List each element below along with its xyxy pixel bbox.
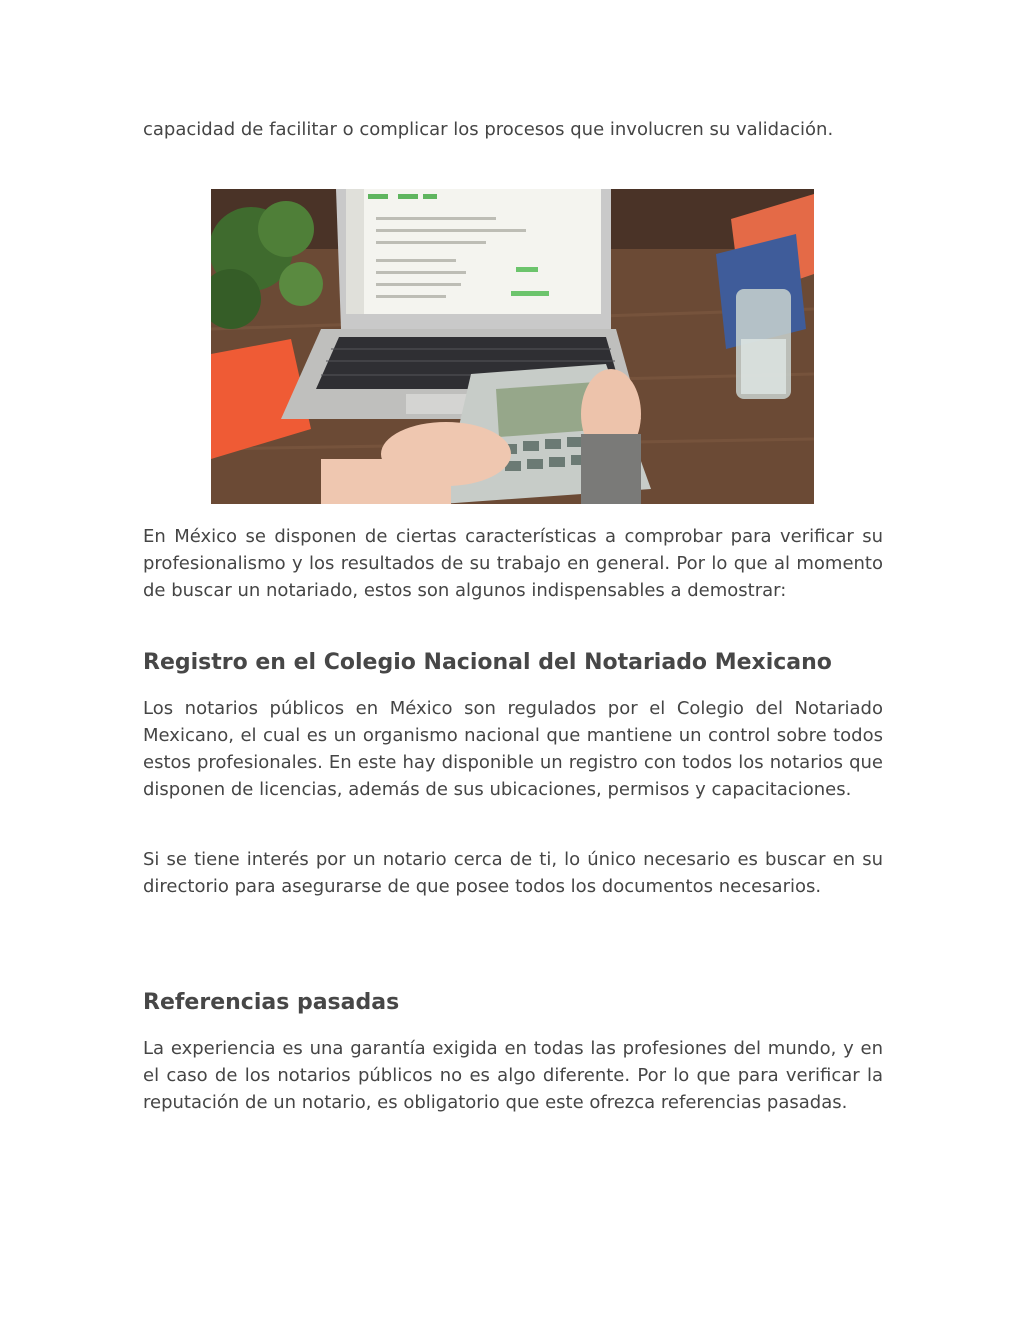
laptop-calculator-photo <box>211 189 814 504</box>
mexico-paragraph-block <box>143 523 883 604</box>
paragraph-registro-1: Los notarios públicos en México son regulados por el Colegio del Notariado Mexicano, el cual es un organismo nacional que mantiene un control sobre todos estos profesionales. En este hay disponible un registro con todos los notarios que disponen de licencias, además de sus ubicaciones, permisos y capacitaciones. <box>143 698 883 800</box>
paragraph-referencias-1: La experiencia es una garantía exigida en todas las profesiones del mundo, y en el caso de los notarios públicos no es algo diferente. Por lo que para verificar la reputación de un notario, es obligatorio que este ofrezca referencias pasadas. <box>143 1038 883 1113</box>
paragraph-registro-2: Si se tiene interés por un notario cerca de ti, lo único necesario es buscar en su directorio para asegurarse de que posee todos los documentos necesarios. <box>143 849 883 897</box>
heading-referencias: Referencias pasadas <box>143 990 400 1015</box>
heading-registro: Registro en el Colegio Nacional del Notariado Mexicano <box>143 650 832 675</box>
paragraph-intro-tail: capacidad de facilitar o complicar los procesos que involucren su validación. <box>143 119 834 140</box>
registro-paragraph-1-block <box>143 695 883 803</box>
paragraph-mexico: En México se disponen de ciertas características a comprobar para verificar su profesionalismo y los resultados de su trabajo en general. Por lo que al momento de buscar un notariado, estos son algunos indispensables a demostrar: <box>143 526 883 601</box>
registro-paragraph-2-block <box>143 846 883 900</box>
referencias-section <box>143 989 883 1017</box>
registro-section <box>143 649 883 677</box>
referencias-paragraph-block <box>143 1035 883 1116</box>
intro-paragraph-block <box>143 116 883 143</box>
